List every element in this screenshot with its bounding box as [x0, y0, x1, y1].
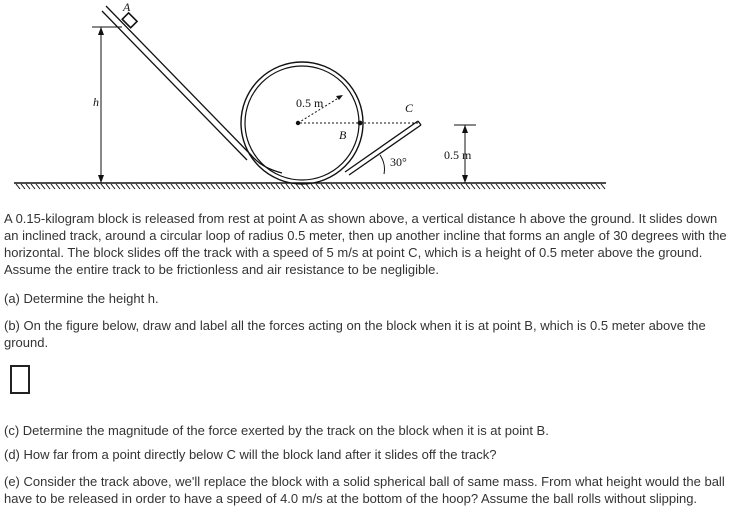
- ground-hatch-line: [166, 184, 170, 189]
- ground-hatch-line: [96, 184, 100, 189]
- ground-hatch-line: [371, 184, 375, 189]
- ground-hatch-line: [281, 184, 285, 189]
- ground-hatch-line: [526, 184, 530, 189]
- ground-hatch-line: [71, 184, 75, 189]
- left-incline: [102, 6, 282, 173]
- ground-hatch-line: [471, 184, 475, 189]
- ground-hatch-line: [21, 184, 25, 189]
- ground-hatch-line: [411, 184, 415, 189]
- label-height-h: h: [93, 95, 99, 109]
- ground-hatch-line: [256, 184, 260, 189]
- ground-hatch-line: [446, 184, 450, 189]
- ground-hatch-line: [576, 184, 580, 189]
- ground-hatch-line: [566, 184, 570, 189]
- ground-hatch-line: [376, 184, 380, 189]
- ground-hatch-line: [531, 184, 535, 189]
- ground-hatch-line: [151, 184, 155, 189]
- ground-hatch-line: [16, 184, 20, 189]
- ground-hatch-line: [541, 184, 545, 189]
- ground-hatch-line: [196, 184, 200, 189]
- label-angle: 30°: [390, 155, 407, 169]
- question-part-a: (a) Determine the height h.: [4, 291, 159, 306]
- ground-hatch-line: [396, 184, 400, 189]
- ground-hatch-line: [161, 184, 165, 189]
- ground-hatch-line: [461, 184, 465, 189]
- ground-hatch-line: [571, 184, 575, 189]
- ground-hatch-line: [131, 184, 135, 189]
- ground-hatch-line: [291, 184, 295, 189]
- ground-hatch-line: [286, 184, 290, 189]
- ground-hatch-line: [141, 184, 145, 189]
- ground-hatch-line: [331, 184, 335, 189]
- problem-intro: A 0.15-kilogram block is released from rest at point A as shown above, a vertical distance h above the ground. It slides down an inclined track, around a circular loop of radius 0.5 meter, then up another incline that forms an angle of 30 degrees with the horizontal. The block slides off the track with a speed of 5 m/s at point C, which is a height of 0.5 meter above the ground. Assume the entire track to be frictionless and air resistance to be negligible.: [4, 211, 727, 277]
- ground-hatch-line: [191, 184, 195, 189]
- ground-hatch-line: [476, 184, 480, 189]
- label-point-b: B: [339, 128, 347, 142]
- ground-hatch-line: [581, 184, 585, 189]
- label-c-height: 0.5 m: [444, 148, 472, 162]
- ground-hatch-line: [336, 184, 340, 189]
- ground-hatch-line: [276, 184, 280, 189]
- ground-hatch-line: [441, 184, 445, 189]
- ground-hatch-line: [176, 184, 180, 189]
- ground-hatch-line: [31, 184, 35, 189]
- ground-hatch-line: [116, 184, 120, 189]
- ground-hatch-line: [246, 184, 250, 189]
- ground-hatch-line: [221, 184, 225, 189]
- question-part-e: (e) Consider the track above, we'll replace the block with a solid spherical ball of same mass. From what height would the ball have to be released in order to have a speed of 4.0 m/s at the bottom of the hoop? Assume the ball rolls without slipping.: [4, 474, 725, 506]
- ground-hatch-line: [356, 184, 360, 189]
- ground-hatch-line: [326, 184, 330, 189]
- label-radius: 0.5 m: [296, 96, 324, 110]
- ground-hatch-line: [561, 184, 565, 189]
- ground-hatch-line: [226, 184, 230, 189]
- ground-hatch-line: [501, 184, 505, 189]
- ground-hatch-line: [146, 184, 150, 189]
- ground-hatch-line: [421, 184, 425, 189]
- ground-hatch-line: [596, 184, 600, 189]
- ground-hatch-line: [41, 184, 45, 189]
- ground-hatch-line: [586, 184, 590, 189]
- ground-hatch-line: [591, 184, 595, 189]
- question-part-b: (b) On the figure below, draw and label all the forces acting on the block when it is at point B, which is 0.5 meter above the ground.: [4, 318, 706, 350]
- ground-hatch-line: [386, 184, 390, 189]
- ground-hatch-line: [506, 184, 510, 189]
- track-loop-figure: [0, 0, 738, 205]
- ground-hatch-line: [316, 184, 320, 189]
- ground-hatch-line: [101, 184, 105, 189]
- ground-hatch-line: [76, 184, 80, 189]
- ground-hatch-line: [436, 184, 440, 189]
- ground-hatch-line: [456, 184, 460, 189]
- label-point-c: C: [405, 101, 414, 115]
- label-point-a: A: [123, 0, 131, 14]
- ground-hatch-line: [426, 184, 430, 189]
- ground-hatch-line: [391, 184, 395, 189]
- ground-hatch-line: [416, 184, 420, 189]
- ground-hatch-line: [111, 184, 115, 189]
- ground-hatch-line: [346, 184, 350, 189]
- ground-hatch-line: [156, 184, 160, 189]
- ground-hatch-line: [231, 184, 235, 189]
- ground-hatch-line: [301, 184, 305, 189]
- ground-hatch-line: [271, 184, 275, 189]
- question-part-d: (d) How far from a point directly below C will the block land after it slides off the track?: [4, 447, 497, 462]
- ground-hatch-line: [551, 184, 555, 189]
- ground-hatch-line: [296, 184, 300, 189]
- ground-hatch-line: [236, 184, 240, 189]
- ground-hatch-line: [401, 184, 405, 189]
- ground-hatch-line: [516, 184, 520, 189]
- ground-hatch-line: [86, 184, 90, 189]
- ground-hatch-line: [121, 184, 125, 189]
- ground-hatch-line: [241, 184, 245, 189]
- ground-hatch-line: [266, 184, 270, 189]
- ground-hatch-line: [481, 184, 485, 189]
- ground-hatch-line: [36, 184, 40, 189]
- ground-hatch-line: [106, 184, 110, 189]
- ground-hatch-line: [451, 184, 455, 189]
- ground-hatch-line: [466, 184, 470, 189]
- ground-hatch-line: [381, 184, 385, 189]
- ground-hatch-line: [181, 184, 185, 189]
- ground-hatch-line: [51, 184, 55, 189]
- ground-hatch-line: [66, 184, 70, 189]
- ground-hatch-line: [61, 184, 65, 189]
- ground-hatch-line: [261, 184, 265, 189]
- ground-hatch-line: [46, 184, 50, 189]
- ground-hatch-line: [56, 184, 60, 189]
- right-incline: [345, 121, 421, 175]
- ground-hatch-line: [206, 184, 210, 189]
- ground-hatch-line: [521, 184, 525, 189]
- ground-hatch-line: [26, 184, 30, 189]
- ground-hatch-line: [491, 184, 495, 189]
- ground-hatch-line: [351, 184, 355, 189]
- ground-hatch-line: [136, 184, 140, 189]
- ground-hatch-line: [186, 184, 190, 189]
- ground-hatch-line: [251, 184, 255, 189]
- ground-hatch-line: [496, 184, 500, 189]
- ground-hatch-line: [546, 184, 550, 189]
- ground-hatch-line: [321, 184, 325, 189]
- ground-hatch-line: [511, 184, 515, 189]
- ground-hatch-line: [216, 184, 220, 189]
- ground-hatch-line: [126, 184, 130, 189]
- ground-hatch-line: [556, 184, 560, 189]
- ground-hatch-line: [366, 184, 370, 189]
- ground-hatch-line: [536, 184, 540, 189]
- ground-hatch-line: [211, 184, 215, 189]
- ground-hatch-line: [601, 184, 605, 189]
- ground-hatch-line: [431, 184, 435, 189]
- dotted-reference-line: [300, 121, 420, 126]
- ground-hatch-line: [81, 184, 85, 189]
- ground-hatch-line: [201, 184, 205, 189]
- ground-hatch-line: [306, 184, 310, 189]
- ground-hatch-line: [311, 184, 315, 189]
- ground-hatch-line: [91, 184, 95, 189]
- ground-hatch-line: [361, 184, 365, 189]
- question-part-c: (c) Determine the magnitude of the force exerted by the track on the block when it is at point B.: [4, 423, 549, 438]
- ground-hatch-line: [171, 184, 175, 189]
- ground-hatch-line: [341, 184, 345, 189]
- ground-hatch-line: [406, 184, 410, 189]
- ground-hatch-line: [486, 184, 490, 189]
- answer-placeholder-box[interactable]: [10, 365, 30, 394]
